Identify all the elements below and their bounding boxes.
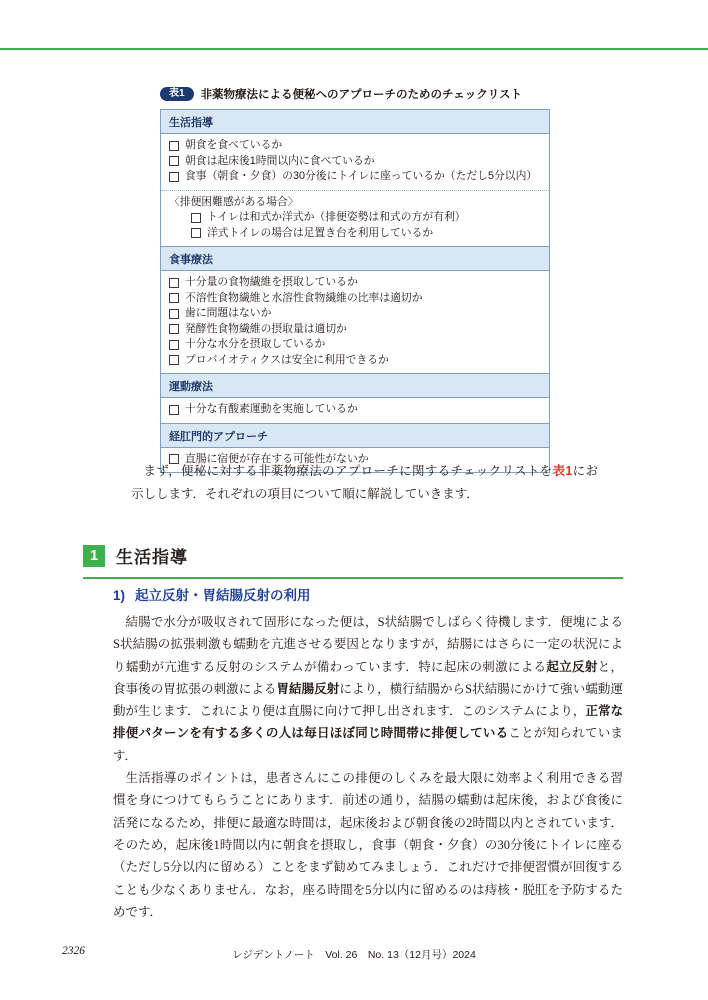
checkbox-icon xyxy=(191,228,201,238)
checklist-item-label: 食事（朝食・夕食）の30分後にトイレに座っているか（ただし5分以内） xyxy=(185,170,538,182)
body-paragraph xyxy=(113,611,623,767)
emphasis-text: 起立反射 xyxy=(546,659,598,674)
checkbox-icon xyxy=(169,293,179,303)
text-run: にお示しします．それぞれの項目について順に解説していきます． xyxy=(131,464,598,501)
checklist-item xyxy=(169,353,541,369)
table1-caption xyxy=(160,86,550,102)
table-section-header: 経肛門的アプローチ xyxy=(161,424,549,448)
checklist-item xyxy=(169,154,541,170)
table-section-header: 運動療法 xyxy=(161,374,549,398)
checklist-item xyxy=(169,210,541,226)
section-heading xyxy=(83,543,623,579)
checkbox-icon xyxy=(169,309,179,319)
text-run: 生活指導のポイントは，患者さんにこの排便のしくみを最大限に効率よく利用できる習慣を身につけてもらうことにあります．前述の通り，結腸の蠕動は起床後，および食後に活発になるため，排便に最適な時間は，起床後および朝食後の2時間以内とされています．そのため，起床後1時間以内に朝食を摂取し，食事（朝食・夕食）の30分後にトイレに座る（ただし5分以内に留める）ことをまず勧めてみましょう．これだけで排便習慣が回復することも少なくありません．なお，座る時間を5分以内に留めるのは痔核・脱肛を予防するためです． xyxy=(113,771,623,919)
table1-block xyxy=(160,86,550,473)
top-green-rule xyxy=(0,48,708,50)
checklist-item-label: 朝食は起床後1時間以内に食べているか xyxy=(185,154,375,167)
checklist-group xyxy=(161,271,549,373)
checkbox-icon xyxy=(169,278,179,288)
checklist-group xyxy=(161,398,549,423)
checklist-table xyxy=(160,109,550,473)
text-run: ことが知られています． xyxy=(113,726,623,763)
subsection-heading xyxy=(113,584,311,604)
body-paragraph xyxy=(113,767,623,923)
table-section xyxy=(161,110,549,246)
subsection-title: 起立反射・胃結腸反射の利用 xyxy=(135,588,311,603)
emphasis-text: 胃結腸反射 xyxy=(276,681,340,696)
table-reference: 表1 xyxy=(552,464,573,478)
intro-paragraph xyxy=(131,460,598,506)
table-section xyxy=(161,373,549,423)
footer-page-number: 2326 xyxy=(62,945,85,957)
checkbox-icon xyxy=(169,156,179,166)
checklist-item xyxy=(169,169,541,185)
subsection-number: 1) xyxy=(113,588,126,603)
checklist-item xyxy=(169,138,541,154)
text-run: まず，便秘に対する非薬物療法のアプローチに関するチェックリストを xyxy=(143,464,553,478)
checklist-item-label: 十分量の食物繊維を摂取しているか xyxy=(185,276,358,288)
table-section-header: 食事療法 xyxy=(161,247,549,271)
checklist-item-label: 発酵性食物繊維の摂取量は適切か xyxy=(185,322,347,335)
checklist-item-label: 十分な有酸素運動を実施しているか xyxy=(185,403,358,415)
checkbox-icon xyxy=(169,405,179,415)
checklist-group xyxy=(161,190,549,247)
checklist-group xyxy=(161,134,549,190)
checklist-item xyxy=(169,226,541,242)
section-title: 生活指導 xyxy=(116,548,188,567)
checkbox-icon xyxy=(169,340,179,350)
emphasis-text: 正常な排便パターンを有する多くの人は毎日ほぼ同じ時間帯に排便している xyxy=(113,704,623,741)
checklist-item-label: 朝食を食べているか xyxy=(185,139,283,151)
checklist-item xyxy=(169,402,541,418)
table1-caption-text: 非薬物療法による便秘へのアプローチのためのチェックリスト xyxy=(200,89,522,101)
table1-badge: 表1 xyxy=(160,87,194,101)
checkbox-icon xyxy=(169,355,179,365)
table-section-header: 生活指導 xyxy=(161,110,549,134)
checklist-item xyxy=(169,275,541,291)
checklist-item-label: 〈排便困難感がある場合〉 xyxy=(169,195,299,208)
checklist-item xyxy=(169,291,541,307)
body-text xyxy=(113,611,623,923)
checkbox-icon xyxy=(169,324,179,334)
table-section xyxy=(161,246,549,373)
checklist-item-label: 直腸に宿便が存在する可能性がないか xyxy=(185,452,369,465)
checklist-item-label: トイレは和式か洋式か（排便姿勢は和式の方が有利） xyxy=(207,211,466,223)
checklist-item-label: 歯に問題はないか xyxy=(185,307,272,319)
section-number-box: 1 xyxy=(83,545,105,567)
checkbox-icon xyxy=(191,213,201,223)
checklist-item xyxy=(169,337,541,353)
text-run: 結腸で水分が吸収されて固形になった便は，S状結腸でしばらく待機します．便塊によるS状結腸の拡張刺激も蠕動を亢進させる要因となりますが，結腸にはさらに一定の状況により蠕動が亢進する反射のシステムが備わっています．特に起床の刺激による xyxy=(113,615,623,674)
checkbox-icon xyxy=(169,141,179,151)
checklist-item-label: 不溶性食物繊維と水溶性食物繊維の比率は適切か xyxy=(185,291,423,304)
checklist-item-label: 十分な水分を摂取しているか xyxy=(185,338,326,350)
text-run: により，横行結腸からS状結腸にかけて強い蠕動運動が生じます．これにより便は直腸に向けて押し出されます．このシステムにより， xyxy=(113,681,623,719)
checkbox-icon xyxy=(169,172,179,182)
checklist-item-label: 洋式トイレの場合は足置き台を利用しているか xyxy=(207,226,434,239)
checklist-item-label: プロバイオティクスは安全に利用できるか xyxy=(185,353,389,366)
checklist-item xyxy=(169,306,541,322)
text-run: と，食事後の胃拡張の刺激による xyxy=(113,659,623,696)
checklist-note xyxy=(169,195,541,211)
footer-journal-line: レジデントノート Vol. 26 No. 13（12月号）2024 xyxy=(232,949,476,961)
checklist-item xyxy=(169,322,541,338)
